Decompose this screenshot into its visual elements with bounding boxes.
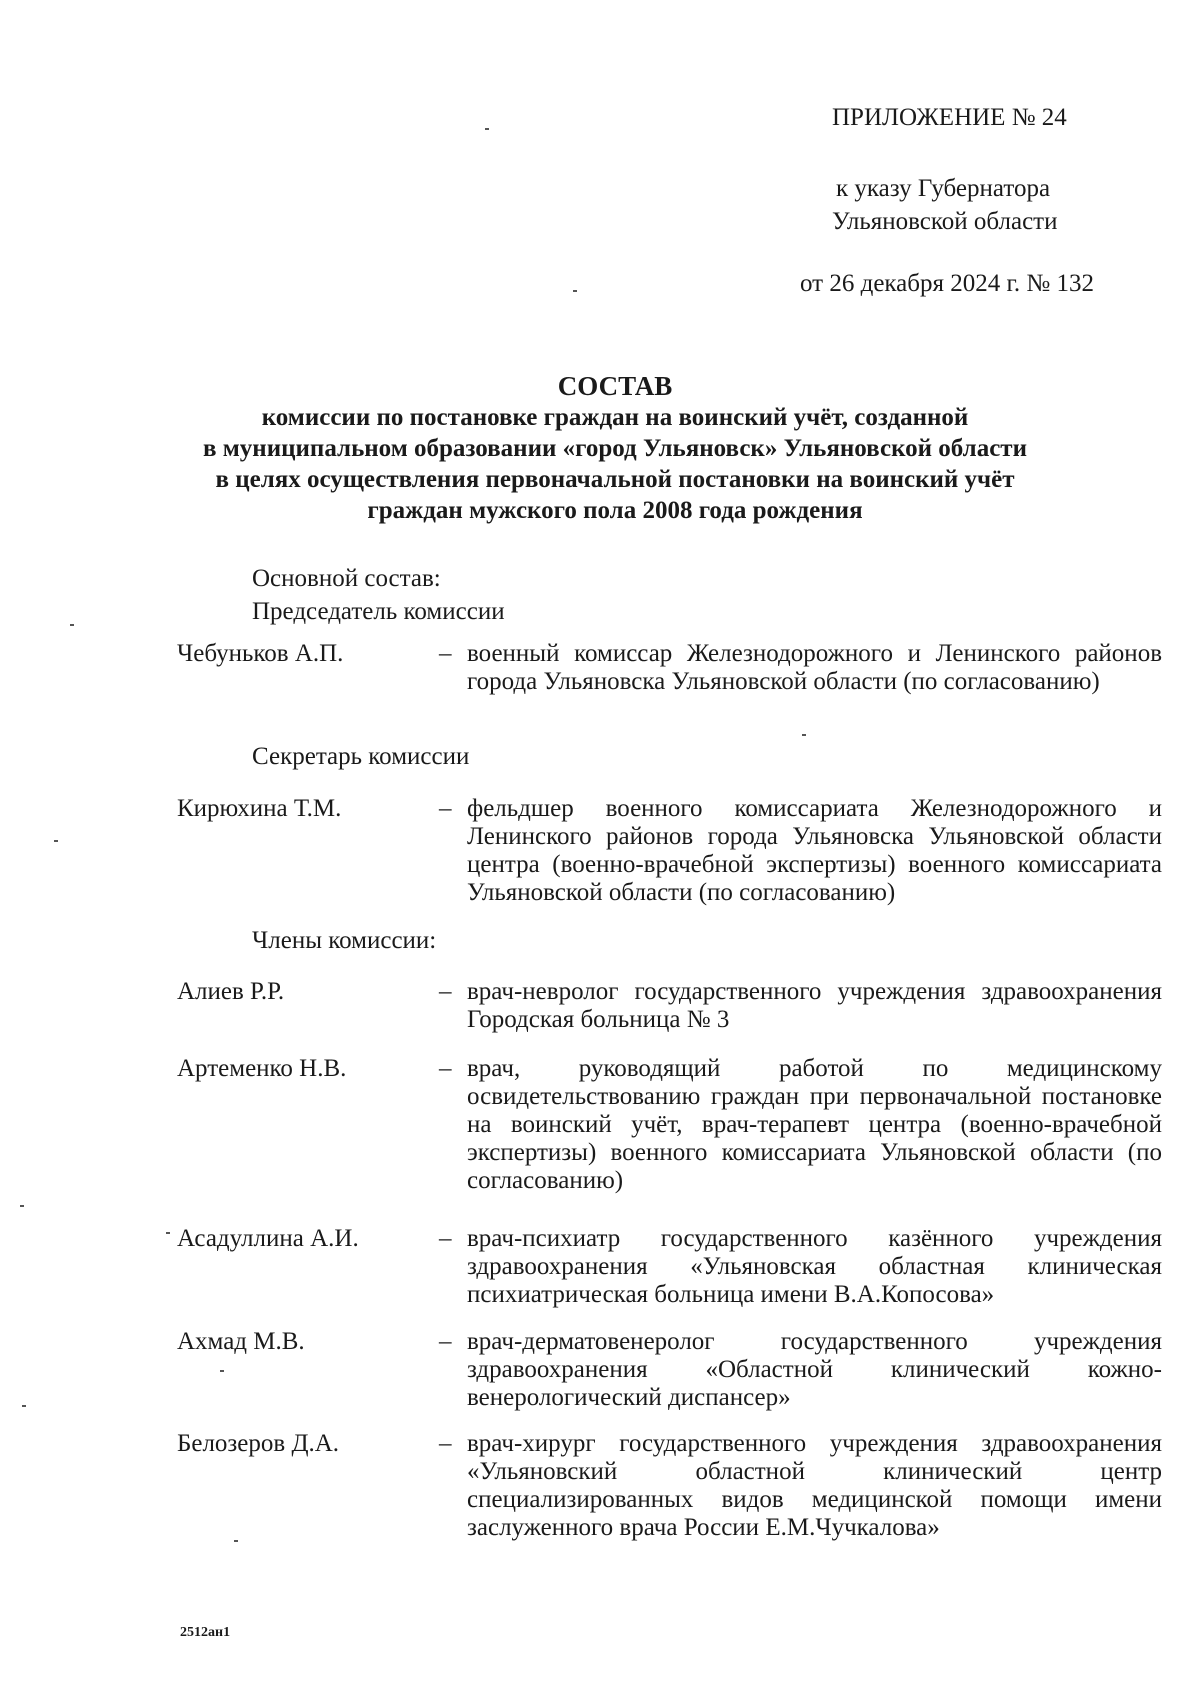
decree-reference-line2: Ульяновской области [832, 208, 1058, 235]
member-dash: – [439, 795, 452, 822]
member-row [177, 1328, 1162, 1412]
member-row [177, 1225, 1162, 1309]
section-secretary: Секретарь комиссии [252, 743, 470, 770]
member-description: врач-психиатр государственного казённого учреждения здравоохранения «Ульяновская областная клиническая психиатрическая больница имени В.А.Копосова» [467, 1225, 1162, 1308]
document-title [150, 370, 1080, 526]
title-line-2: в муниципальном образовании «город Ульяновск» Ульяновской области [203, 435, 1027, 462]
member-name: Чебуньков А.П. [177, 640, 344, 667]
scan-speck [220, 1370, 224, 1372]
member-row [177, 978, 1162, 1034]
member-row [177, 795, 1162, 907]
decree-reference-line1: к указу Губернатора [836, 175, 1051, 202]
scan-speck [70, 624, 74, 626]
member-row [177, 1055, 1162, 1195]
member-row [177, 1430, 1162, 1542]
title-line-4: граждан мужского пола 2008 года рождения [367, 497, 863, 524]
member-description: врач-невролог государственного учреждения здравоохранения Городская больница № 3 [467, 978, 1162, 1033]
member-name: Белозеров Д.А. [177, 1430, 340, 1457]
scan-speck [20, 1205, 24, 1207]
member-description: врач-хирург государственного учреждения здравоохранения «Ульяновский областной клинический центр специализированных видов медицинской помощи имени заслуженного врача России Е.М.Чучкалова» [467, 1430, 1162, 1541]
title-line-3: в целях осуществления первоначальной постановки на воинский учёт [215, 466, 1015, 493]
member-dash: – [439, 1055, 452, 1082]
scan-speck [22, 1405, 26, 1407]
scan-speck [802, 734, 806, 736]
member-description: фельдшер военного комиссариата Железнодорожного и Ленинского районов города Ульяновска Ульяновской области центра (военно-врачебной экспертизы) военного комиссариата Ульяновской области (по согласованию) [467, 795, 1162, 906]
section-members: Члены комиссии: [252, 927, 437, 954]
member-name: Артеменко Н.В. [177, 1055, 347, 1082]
member-name: Алиев Р.Р. [177, 978, 285, 1005]
member-description: военный комиссар Железнодорожного и Ленинского районов города Ульяновска Ульяновской области (по согласованию) [467, 640, 1162, 695]
document-code: 2512ан1 [180, 1625, 231, 1640]
member-dash: – [439, 1430, 452, 1457]
section-main-composition: Основной состав: [252, 565, 441, 592]
decree-date: от 26 декабря 2024 г. № 132 [800, 270, 1095, 297]
decree-reference [832, 172, 1057, 238]
member-description: врач, руководящий работой по медицинскому освидетельствованию граждан при первоначальной постановке на воинский учёт, врач-терапевт центра (военно-врачебной экспертизы) военного комиссариата Ульяновской области (по согласованию) [467, 1055, 1162, 1194]
scan-speck [54, 840, 58, 842]
member-name: Ахмад М.В. [177, 1328, 305, 1355]
title-main: СОСТАВ [557, 371, 673, 401]
member-dash: – [439, 1328, 452, 1355]
member-dash: – [439, 978, 452, 1005]
scan-speck [166, 1232, 170, 1234]
member-dash: – [439, 640, 452, 667]
title-line-1: комиссии по постановке граждан на воинский учёт, созданной [261, 404, 969, 431]
member-description: врач-дерматовенеролог государственного учреждения здравоохранения «Областной клинический кожно-венерологический диспансер» [467, 1328, 1162, 1411]
member-name: Асадуллина А.И. [177, 1225, 359, 1252]
appendix-number: ПРИЛОЖЕНИЕ № 24 [832, 104, 1067, 131]
section-chairman: Председатель комиссии [252, 598, 505, 625]
scan-speck [485, 128, 489, 130]
scan-speck [234, 1540, 238, 1542]
scan-speck [573, 290, 577, 292]
member-row [177, 640, 1162, 696]
member-dash: – [439, 1225, 452, 1252]
member-name: Кирюхина Т.М. [177, 795, 342, 822]
